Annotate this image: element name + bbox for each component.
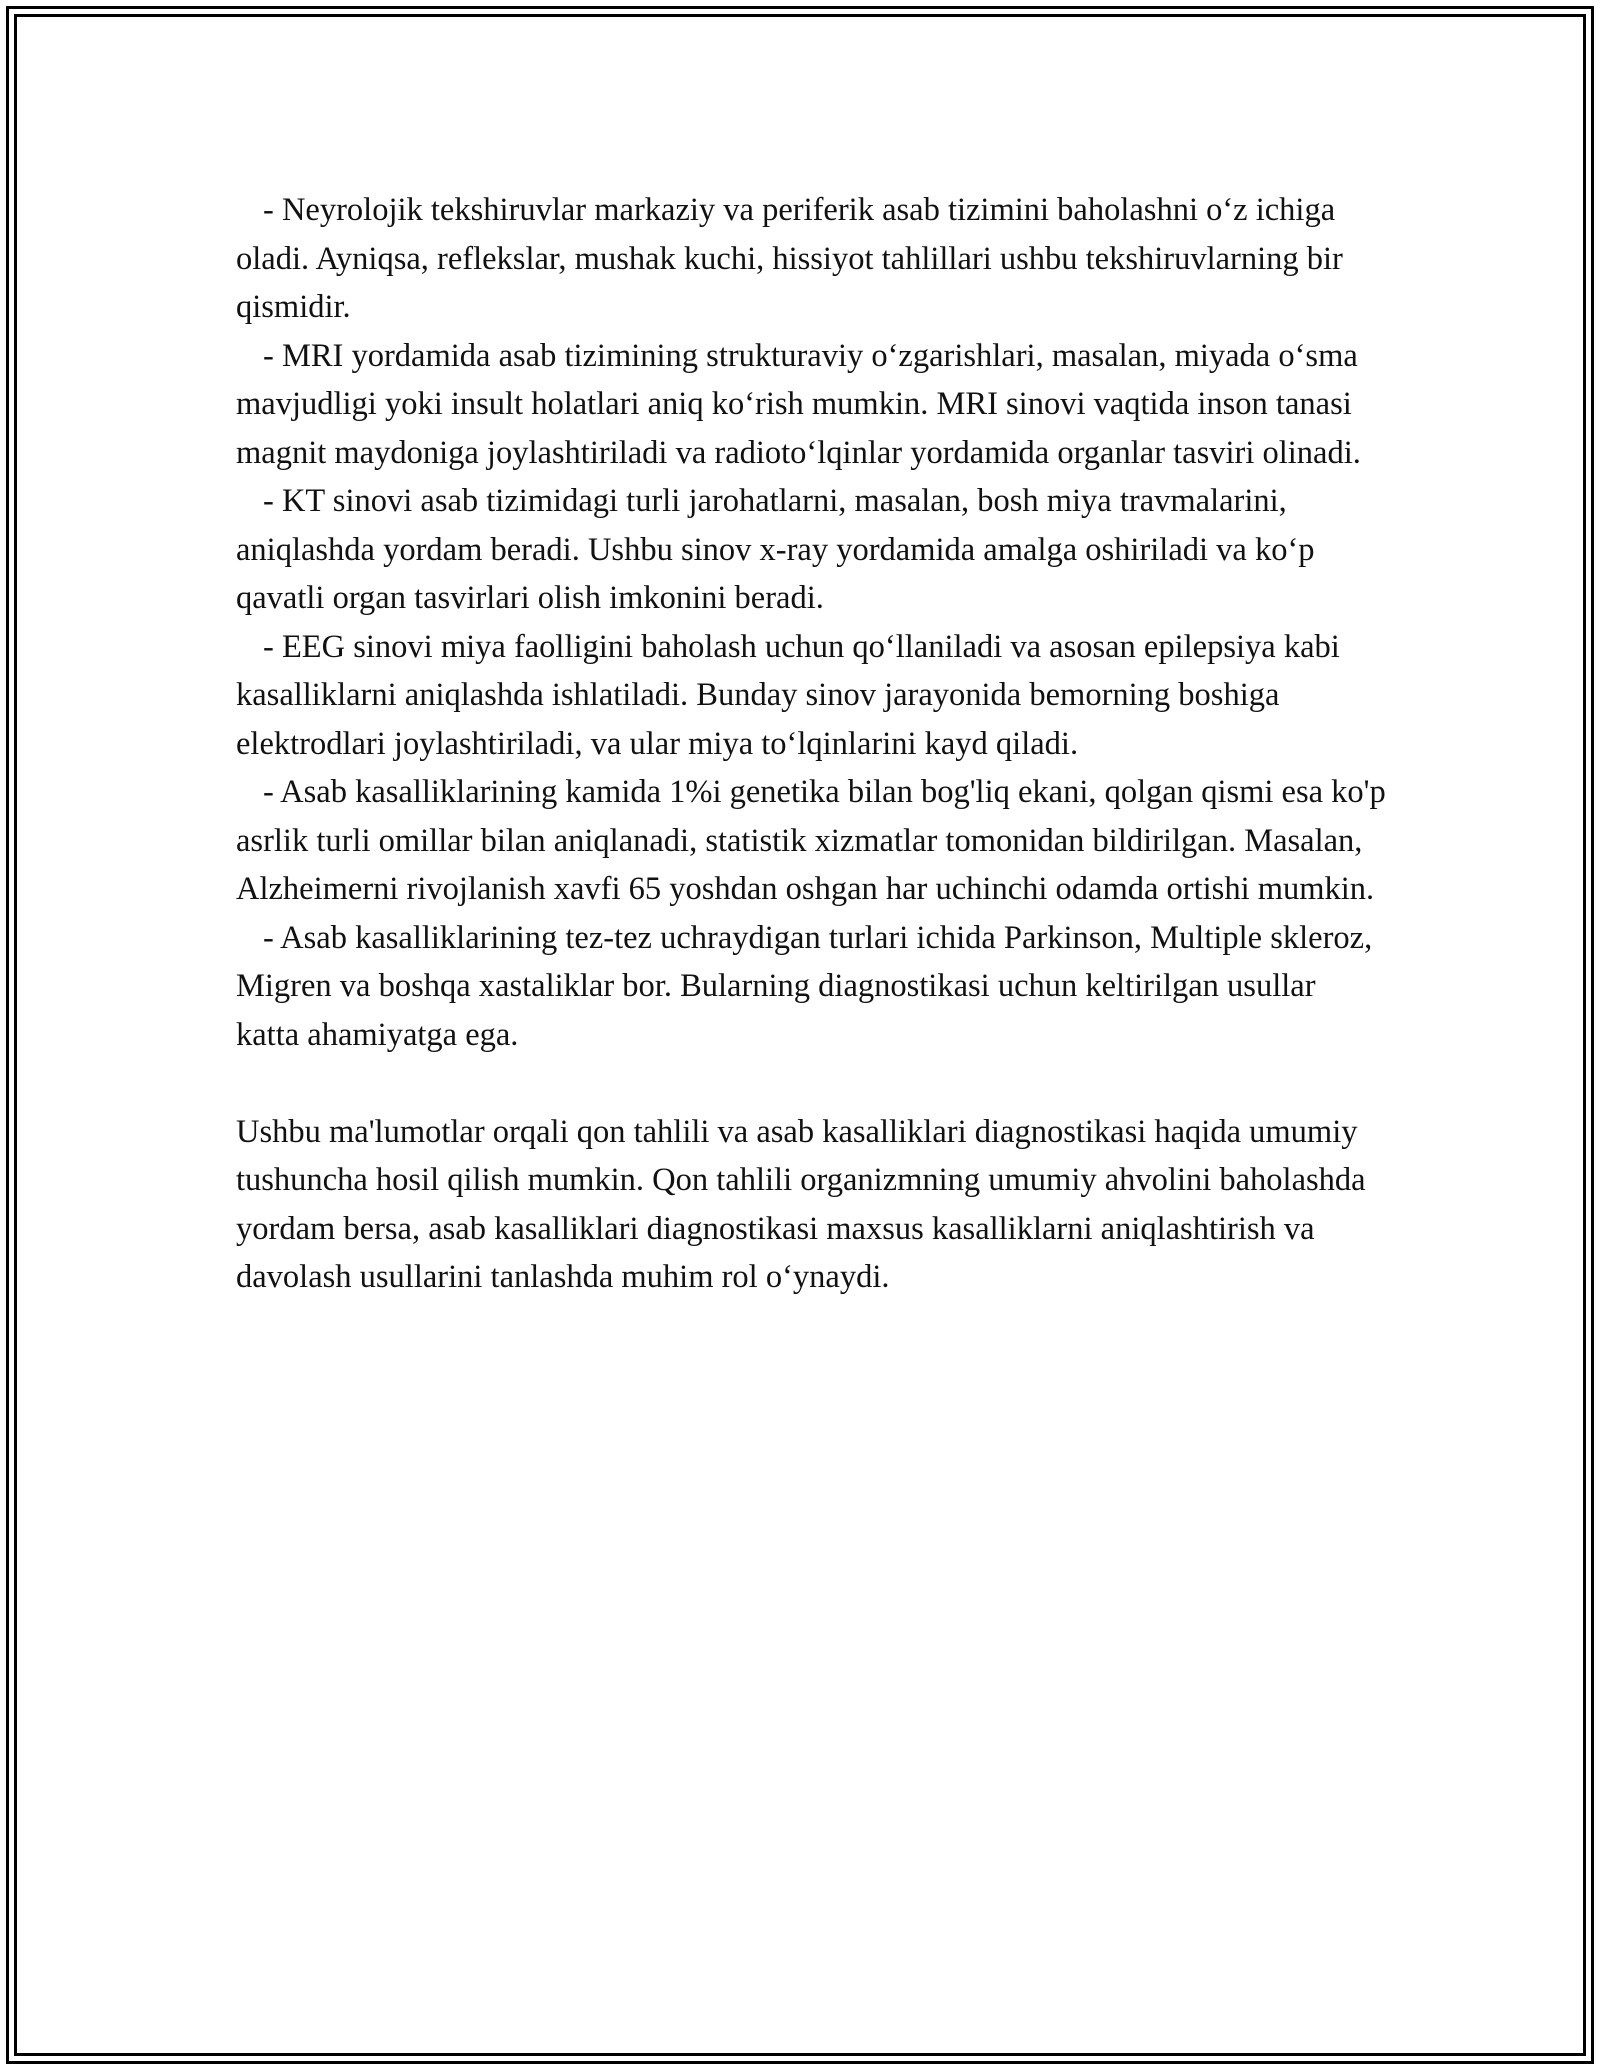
conclusion-paragraph: Ushbu ma'lumotlar orqali qon tahlili va asab kasalliklari diagnostikasi haqida umumiy tushuncha hosil qilish mumkin. Qon tahlili organizmning umumiy ahvolini baholashda yordam bersa, asab kasalliklari diagnostikasi maxsus kasalliklarni aniqlashtirish va davolash usullarini tanlashda muhim rol o‘ynaydi. [236, 1113, 1366, 1295]
list-item-genetics: - Asab kasalliklarining kamida 1%i genetika bilan bog'liq ekani, qolgan qismi esa ko'p asrlik turli omillar bilan aniqlanadi, statistik xizmatlar tomonidan bildirilgan. Masalan, Alzheimerni rivojlanish xavfi 65 yoshdan oshgan har uchinchi odamda ortishi mumkin. [236, 774, 1386, 907]
list-item-common-diseases: - Asab kasalliklarining tez-tez uchraydigan turlari ichida Parkinson, Multiple skleroz, Migren va boshqa xastaliklar bor. Bularning diagnostikasi uchun keltirilgan usullar katta ahamiyatga ega. [236, 919, 1373, 1053]
list-item-eeg: - EEG sinovi miya faolligini baholash uchun qo‘llaniladi va asosan epilepsiya kabi kasalliklarni aniqlashda ishlatiladi. Bunday sinov jarayonida bemorning boshiga elektrodlari joylashtiriladi, va ular miya to‘lqinlarini kayd qiladi. [236, 628, 1340, 762]
list-item-neurological-exam: - Neyrolojik tekshiruvlar markaziy va periferik asab tizimini baholashni o‘z ichiga oladi. Ayniqsa, reflekslar, mushak kuchi, hissiyot tahlillari ushbu tekshiruvlarning bir qismidir. [236, 192, 1343, 325]
list-item-mri: - MRI yordamida asab tizimining strukturaviy o‘zgarishlari, masalan, miyada o‘sma mavjudligi yoki insult holatlari aniq ko‘rish mumkin. MRI sinovi vaqtida inson tanasi magnit maydoniga joylashtiriladi va radioto‘lqinlar yordamida organlar tasviri olinadi. [236, 337, 1361, 471]
document-body [236, 186, 1386, 1302]
list-item-ct: - KT sinovi asab tizimidagi turli jarohatlarni, masalan, bosh miya travmalarini, aniqlashda yordam beradi. Ushbu sinov x-ray yordamida amalga oshiriladi va ko‘p qavatli organ tasvirlari olish imkonini beradi. [236, 483, 1315, 616]
